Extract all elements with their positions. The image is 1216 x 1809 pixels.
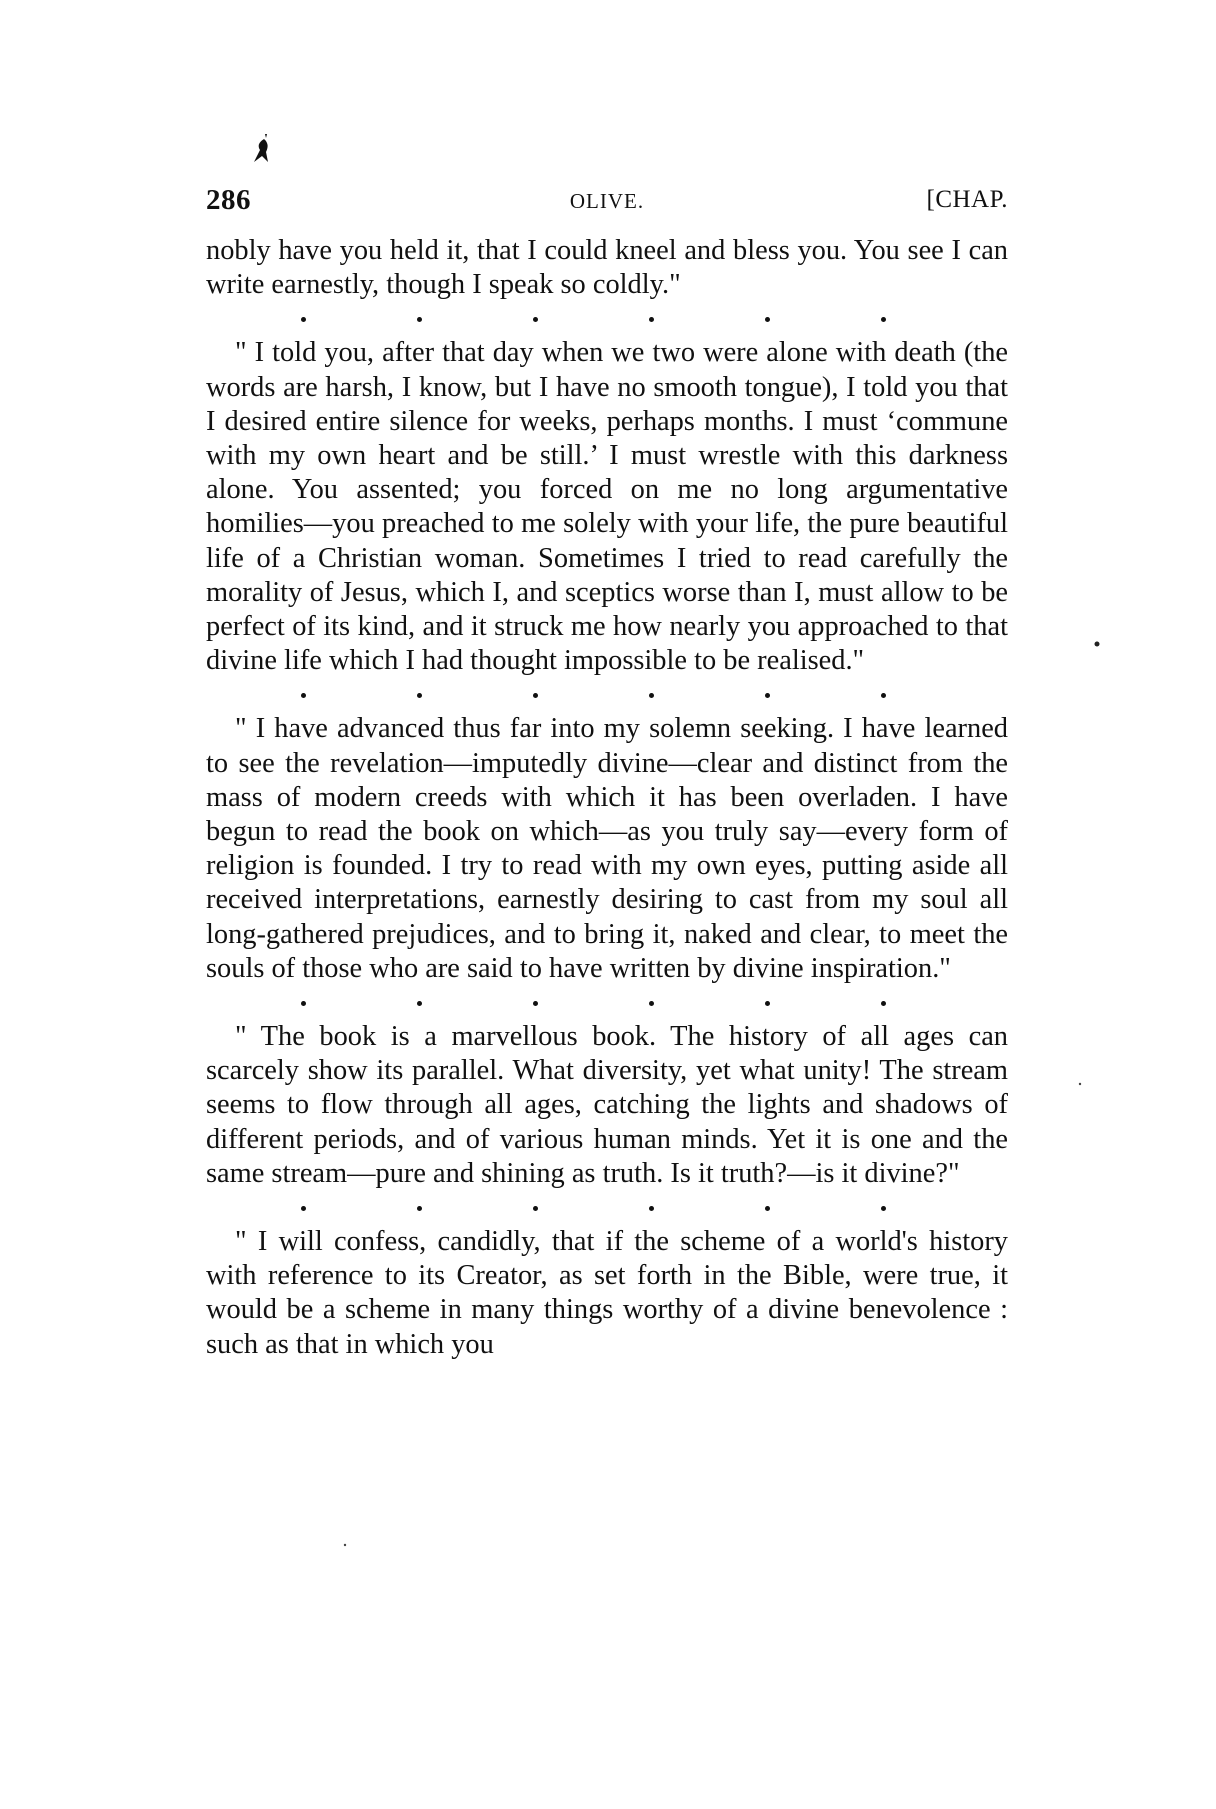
chapter-label: [CHAP. (926, 186, 1008, 213)
ellipsis-divider (206, 1191, 1008, 1225)
ellipsis-divider (206, 678, 1008, 712)
paragraph-continued: nobly have you held it, that I could kneel and bless you. You see I can write earnestly, though I speak so coldly." (206, 235, 1008, 301)
page-number: 286 (206, 184, 251, 216)
paragraph: " The book is a marvellous book. The history of all ages can scarcely show its parallel. What diversity, yet what unity! The stream seems to flow through all ages, catching the lights and shadows of different periods, and of various human minds. Yet it is one and the same stream—pure and shining as truth. Is it truth?—is it divine?" (206, 1021, 1008, 1189)
page-body (206, 234, 1008, 1362)
running-title: OLIVE. (569, 189, 645, 213)
ellipsis-divider (206, 986, 1008, 1020)
paragraph: " I told you, after that day when we two were alone with death (the words are harsh, I know, but I have no smooth tongue), I told you that I desired entire silence for weeks, perhaps months. I must ‘commune with my own heart and be still.’ I must wrestle with this darkness alone. You assented; you forced on me no long argumentative homilies—you preached to me solely with your life, the pure beautiful life of a Christian woman. Sometimes I tried to read carefully the morality of Jesus, which I, and sceptics worse than I, must allow to be perfect of its kind, and it struck me how nearly you approached to that divine life which I had thought impossible to be realised." (206, 337, 1008, 677)
ellipsis-divider (206, 302, 1008, 336)
paragraph: " I will confess, candidly, that if the scheme of a world's history with reference to its Creator, as set forth in the Bible, were true, it would be a scheme in many things worthy of a divine benevolence : such as that in which you (206, 1226, 1008, 1360)
book-page (206, 140, 1008, 1362)
paragraph: " I have advanced thus far into my solemn seeking. I have learned to see the revelation—imputedly divine—clear and distinct from the mass of modern creeds with which it has been overladen. I have begun to read the book on which—as you truly say—every form of religion is founded. I try to read with my own eyes, putting aside all received interpretations, earnestly desiring to cast from my soul all long-gathered prejudices, and to bring it, naked and clear, to meet the souls of those who are said to have written by divine inspiration." (206, 713, 1008, 984)
running-header (206, 140, 1008, 216)
